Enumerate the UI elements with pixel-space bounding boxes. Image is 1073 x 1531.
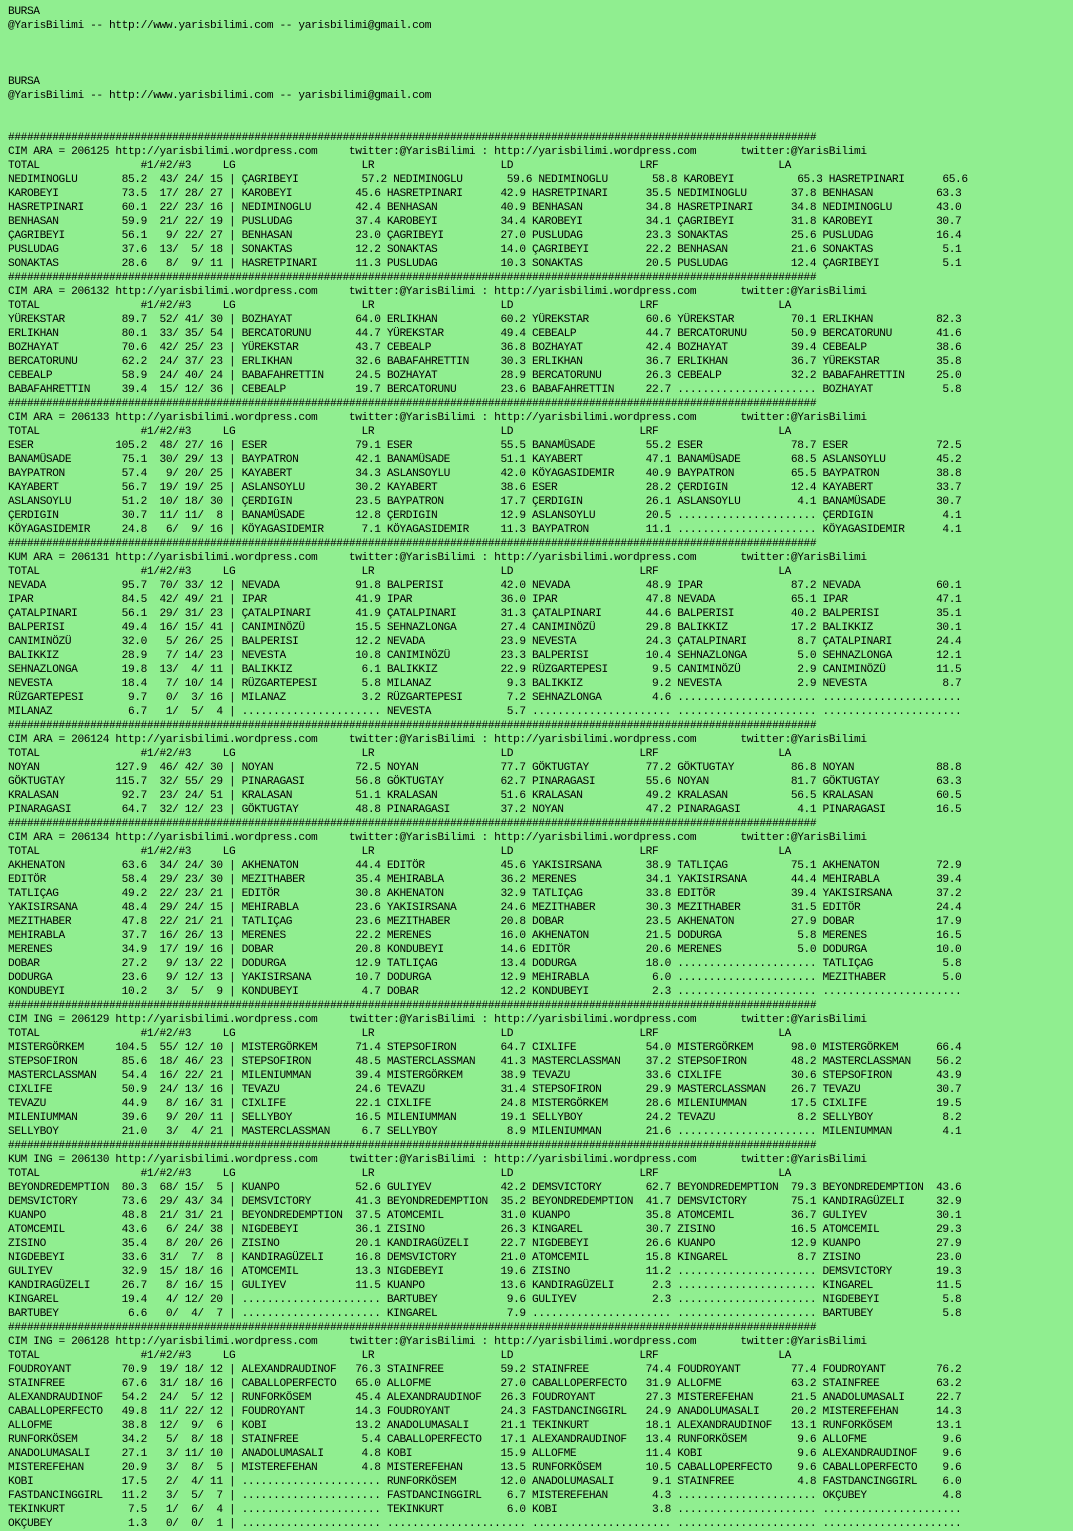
separator-line: ################################################################################################################################ xyxy=(8,1140,817,1152)
table-row: DOBAR 27.2 9/ 13/ 22 | DODURGA 12.9 TATLIÇAG 13.4 DODURGA 18.0 ...................... TATLIÇAG 5.8 xyxy=(8,958,962,970)
column-headers: TOTAL #1/#2/#3 LG LR LD LRF LA xyxy=(8,1028,791,1040)
table-row: SELLYBOY 21.0 3/ 4/ 21 | MASTERCLASSMAN 6.7 SELLYBOY 8.9 MILENIUMMAN 21.6 ...................... MILENIUMMAN 4.1 xyxy=(8,1126,962,1138)
column-headers: TOTAL #1/#2/#3 LG LR LD LRF LA xyxy=(8,160,791,172)
table-row: MERENES 34.9 17/ 19/ 16 | DOBAR 20.8 KONDUBEYI 14.6 EDITÖR 20.6 MERENES 5.0 DODURGA 10.0 xyxy=(8,944,962,956)
table-row: SEHNAZLONGA 19.8 13/ 4/ 11 | BALIKKIZ 6.1 BALIKKIZ 22.9 RÜZGARTEPESI 9.5 CANIMINÖZÜ 2.9 CANIMINÖZÜ 11.5 xyxy=(8,664,962,676)
blank-line xyxy=(8,47,968,61)
table-row: MISTEREFEHAN 20.9 3/ 8/ 5 | MISTEREFEHAN 4.8 MISTEREFEHAN 13.5 RUNFORKÖSEM 10.5 CABALLOPERFECTO 9.6 CABALLOPERFECTO 9.6 xyxy=(8,1462,962,1474)
race-heading: KUM ING = 206130 http://yarisbilimi.wordpress.com twitter:@YarisBilimi : http://yarisbilimi.wordpress.com twitter:@YarisBilimi xyxy=(8,1154,867,1166)
table-row: BOZHAYAT 70.6 42/ 25/ 23 | YÜREKSTAR 43.7 CEBEALP 36.8 BOZHAYAT 42.4 BOZHAYAT 39.4 CEBEALP 38.6 xyxy=(8,342,962,354)
race-heading: CIM ARA = 206134 http://yarisbilimi.wordpress.com twitter:@YarisBilimi : http://yarisbilimi.wordpress.com twitter:@YarisBilimi xyxy=(8,832,867,844)
table-row: ATOMCEMIL 43.6 6/ 24/ 38 | NIGDEBEYI 36.1 ZISINO 26.3 KINGAREL 30.7 ZISINO 16.5 ATOMCEMIL 29.3 xyxy=(8,1224,962,1236)
table-row: ALLOFME 38.8 12/ 9/ 6 | KOBI 13.2 ANADOLUMASALI 21.1 TEKINKURT 18.1 ALEXANDRAUDINOF 13.1 RUNFORKÖSEM 13.1 xyxy=(8,1420,962,1432)
table-row: KUANPO 48.8 21/ 31/ 21 | BEYONDREDEMPTION 37.5 ATOMCEMIL 31.0 KUANPO 35.8 ATOMCEMIL 36.7 GULIYEV 30.1 xyxy=(8,1210,962,1222)
table-row: EDITÖR 58.4 29/ 23/ 30 | MEZITHABER 35.4 MEHIRABLA 36.2 MERENES 34.1 YAKISIRSANA 44.4 MEHIRABLA 39.4 xyxy=(8,874,962,886)
race-heading: KUM ARA = 206131 http://yarisbilimi.wordpress.com twitter:@YarisBilimi : http://yarisbilimi.wordpress.com twitter:@YarisBilimi xyxy=(8,552,867,564)
separator-line: ################################################################################################################################ xyxy=(8,720,817,732)
table-row: NEVADA 95.7 70/ 33/ 12 | NEVADA 91.8 BALPERISI 42.0 NEVADA 48.9 IPAR 87.2 NEVADA 60.1 xyxy=(8,580,962,592)
separator-line: ################################################################################################################################ xyxy=(8,398,817,410)
header-title: BURSA xyxy=(8,76,40,88)
table-row: STEPSOFIRON 85.6 18/ 46/ 23 | STEPSOFIRON 48.5 MASTERCLASSMAN 41.3 MASTERCLASSMAN 37.2 STEPSOFIRON 48.2 MASTERCLASSMAN 56.2 xyxy=(8,1056,962,1068)
column-headers: TOTAL #1/#2/#3 LG LR LD LRF LA xyxy=(8,566,791,578)
table-row: MILENIUMMAN 39.6 9/ 20/ 11 | SELLYBOY 16.5 MILENIUMMAN 19.1 SELLYBOY 24.2 TEVAZU 8.2 SELLYBOY 8.2 xyxy=(8,1112,962,1124)
table-row: KOBI 17.5 2/ 4/ 11 | ...................... RUNFORKÖSEM 12.0 ANADOLUMASALI 9.1 STAINFREE 4.8 FASTDANCINGGIRL 6.0 xyxy=(8,1476,962,1488)
race-heading: CIM ING = 206129 http://yarisbilimi.wordpress.com twitter:@YarisBilimi : http://yarisbilimi.wordpress.com twitter:@YarisBilimi xyxy=(8,1014,867,1026)
table-row: ERLIKHAN 80.1 33/ 35/ 54 | BERCATORUNU 44.7 YÜREKSTAR 49.4 CEBEALP 44.7 BERCATORUNU 50.9 BERCATORUNU 41.6 xyxy=(8,328,962,340)
table-row: BALPERISI 49.4 16/ 15/ 41 | CANIMINÖZÜ 15.5 SEHNAZLONGA 27.4 CANIMINÖZÜ 29.8 BALIKKIZ 17.2 BALIKKIZ 30.1 xyxy=(8,622,962,634)
separator-line: ################################################################################################################################ xyxy=(8,272,817,284)
table-row: KÖYAGASIDEMIR 24.8 6/ 9/ 16 | KÖYAGASIDEMIR 7.1 KÖYAGASIDEMIR 11.3 BAYPATRON 11.1 ...................... KÖYAGASIDEMIR 4.1 xyxy=(8,524,962,536)
table-row: PINARAGASI 64.7 32/ 12/ 23 | GÖKTUGTAY 48.8 PINARAGASI 37.2 NOYAN 47.2 PINARAGASI 4.1 PINARAGASI 16.5 xyxy=(8,804,962,816)
column-headers: TOTAL #1/#2/#3 LG LR LD LRF LA xyxy=(8,1350,791,1362)
table-row: ÇATALPINARI 56.1 29/ 31/ 23 | ÇATALPINARI 41.9 ÇATALPINARI 31.3 ÇATALPINARI 44.6 BALPERISI 40.2 BALPERISI 35.1 xyxy=(8,608,962,620)
table-row: TATLIÇAG 49.2 22/ 23/ 21 | EDITÖR 30.8 AKHENATON 32.9 TATLIÇAG 33.8 EDITÖR 39.4 YAKISIRSANA 37.2 xyxy=(8,888,962,900)
table-row: DODURGA 23.6 9/ 12/ 13 | YAKISIRSANA 10.7 DODURGA 12.9 MEHIRABLA 6.0 ...................... MEZITHABER 5.0 xyxy=(8,972,962,984)
table-row: SONAKTAS 28.6 8/ 9/ 11 | HASRETPINARI 11.3 PUSLUDAG 10.3 SONAKTAS 20.5 PUSLUDAG 12.4 ÇAGRIBEYI 5.1 xyxy=(8,258,962,270)
table-row: KRALASAN 92.7 23/ 24/ 51 | KRALASAN 51.1 KRALASAN 51.6 KRALASAN 49.2 KRALASAN 56.5 KRALASAN 60.5 xyxy=(8,790,962,802)
separator-line: ################################################################################################################################ xyxy=(8,818,817,830)
table-row: DEMSVICTORY 73.6 29/ 43/ 34 | DEMSVICTORY 41.3 BEYONDREDEMPTION 35.2 BEYONDREDEMPTION 41.7 DEMSVICTORY 75.1 KANDIRAGÜZELI 32.9 xyxy=(8,1196,962,1208)
blank-line xyxy=(8,103,968,117)
table-row: MEZITHABER 47.8 22/ 21/ 21 | TATLIÇAG 23.6 MEZITHABER 20.8 DOBAR 23.5 AKHENATON 27.9 DOBAR 17.9 xyxy=(8,916,962,928)
race-heading: CIM ARA = 206124 http://yarisbilimi.wordpress.com twitter:@YarisBilimi : http://yarisbilimi.wordpress.com twitter:@YarisBilimi xyxy=(8,734,867,746)
race-heading: CIM ING = 206128 http://yarisbilimi.wordpress.com twitter:@YarisBilimi : http://yarisbilimi.wordpress.com twitter:@YarisBilimi xyxy=(8,1336,867,1348)
table-row: BANAMÜSADE 75.1 30/ 29/ 13 | BAYPATRON 42.1 BANAMÜSADE 51.1 KAYABERT 47.1 BANAMÜSADE 68.5 ASLANSOYLU 45.2 xyxy=(8,454,962,466)
table-row: KANDIRAGÜZELI 26.7 8/ 16/ 15 | GULIYEV 11.5 KUANPO 13.6 KANDIRAGÜZELI 2.3 ...................... KINGAREL 11.5 xyxy=(8,1280,962,1292)
table-row: TEKINKURT 7.5 1/ 6/ 4 | ...................... TEKINKURT 6.0 KOBI 3.8 ...................... ...................... xyxy=(8,1504,962,1516)
table-row: BEYONDREDEMPTION 80.3 68/ 15/ 5 | KUANPO 52.6 GULIYEV 42.2 DEMSVICTORY 62.7 BEYONDREDEMPTION 79.3 BEYONDREDEMPTION 43.6 xyxy=(8,1182,962,1194)
table-row: BARTUBEY 6.6 0/ 4/ 7 | ...................... KINGAREL 7.9 ...................... ...................... BARTUBEY 5.8 xyxy=(8,1308,962,1320)
race-heading: CIM ARA = 206133 http://yarisbilimi.wordpress.com twitter:@YarisBilimi : http://yarisbilimi.wordpress.com twitter:@YarisBilimi xyxy=(8,412,867,424)
table-row: MILANAZ 6.7 1/ 5/ 4 | ...................... NEVESTA 5.7 ...................... ...................... ...................... xyxy=(8,706,962,718)
table-row: NOYAN 127.9 46/ 42/ 30 | NOYAN 72.5 NOYAN 77.7 GÖKTUGTAY 77.2 GÖKTUGTAY 86.8 NOYAN 88.8 xyxy=(8,762,962,774)
table-row: OKÇUBEY 1.3 0/ 0/ 1 | ...................... ...................... ...................... ...................... ...................... xyxy=(8,1518,962,1530)
table-row: IPAR 84.5 42/ 49/ 21 | IPAR 41.9 IPAR 36.0 IPAR 47.8 NEVADA 65.1 IPAR 47.1 xyxy=(8,594,962,606)
table-row: CABALLOPERFECTO 49.8 11/ 22/ 12 | FOUDROYANT 14.3 FOUDROYANT 24.3 FASTDANCINGGIRL 24.9 ANADOLUMASALI 20.2 MISTEREFEHAN 14.3 xyxy=(8,1406,962,1418)
table-row: MEHIRABLA 37.7 16/ 26/ 13 | MERENES 22.2 MERENES 16.0 AKHENATON 21.5 DODURGA 5.8 MERENES 16.5 xyxy=(8,930,962,942)
blank-line xyxy=(8,117,968,131)
table-row: STAINFREE 67.6 31/ 18/ 16 | CABALLOPERFECTO 65.0 ALLOFME 27.0 CABALLOPERFECTO 31.9 ALLOFME 63.2 STAINFREE 63.2 xyxy=(8,1378,962,1390)
column-headers: TOTAL #1/#2/#3 LG LR LD LRF LA xyxy=(8,846,791,858)
table-row: CIXLIFE 50.9 24/ 13/ 16 | TEVAZU 24.6 TEVAZU 31.4 STEPSOFIRON 29.9 MASTERCLASSMAN 26.7 TEVAZU 30.7 xyxy=(8,1084,962,1096)
table-row: PUSLUDAG 37.6 13/ 5/ 18 | SONAKTAS 12.2 SONAKTAS 14.0 ÇAGRIBEYI 22.2 BENHASAN 21.6 SONAKTAS 5.1 xyxy=(8,244,962,256)
table-row: FOUDROYANT 70.9 19/ 18/ 12 | ALEXANDRAUDINOF 76.3 STAINFREE 59.2 STAINFREE 74.4 FOUDROYANT 77.4 FOUDROYANT 76.2 xyxy=(8,1364,962,1376)
separator-line: ################################################################################################################################ xyxy=(8,538,817,550)
separator-line: ################################################################################################################################ xyxy=(8,1322,817,1334)
results-document xyxy=(8,5,968,1531)
separator-line: ################################################################################################################################ xyxy=(8,132,817,144)
table-row: ESER 105.2 48/ 27/ 16 | ESER 79.1 ESER 55.5 BANAMÜSADE 55.2 ESER 78.7 ESER 72.5 xyxy=(8,440,962,452)
table-row: CANIMINÖZÜ 32.0 5/ 26/ 25 | BALPERISI 12.2 NEVADA 23.9 NEVESTA 24.3 ÇATALPINARI 8.7 ÇATALPINARI 24.4 xyxy=(8,636,962,648)
table-row: KONDUBEYI 10.2 3/ 5/ 9 | KONDUBEYI 4.7 DOBAR 12.2 KONDUBEYI 2.3 ...................... ...................... xyxy=(8,986,962,998)
table-row: ÇERDIGIN 30.7 11/ 11/ 8 | BANAMÜSADE 12.8 ÇERDIGIN 12.9 ASLANSOYLU 20.5 ...................... ÇERDIGIN 4.1 xyxy=(8,510,962,522)
table-row: RÜZGARTEPESI 9.7 0/ 3/ 16 | MILANAZ 3.2 RÜZGARTEPESI 7.2 SEHNAZLONGA 4.6 ...................... ...................... xyxy=(8,692,962,704)
table-row: ALEXANDRAUDINOF 54.2 24/ 5/ 12 | RUNFORKÖSEM 45.4 ALEXANDRAUDINOF 26.3 FOUDROYANT 27.3 MISTEREFEHAN 21.5 ANADOLUMASALI 22.7 xyxy=(8,1392,962,1404)
table-row: ÇAGRIBEYI 56.1 9/ 22/ 27 | BENHASAN 23.0 ÇAGRIBEYI 27.0 PUSLUDAG 23.3 SONAKTAS 25.6 PUSLUDAG 16.4 xyxy=(8,230,962,242)
table-row: BAYPATRON 57.4 9/ 20/ 25 | KAYABERT 34.3 ASLANSOYLU 42.0 KÖYAGASIDEMIR 40.9 BAYPATRON 65.5 BAYPATRON 38.8 xyxy=(8,468,962,480)
table-row: KAYABERT 56.7 19/ 19/ 25 | ASLANSOYLU 30.2 KAYABERT 38.6 ESER 28.2 ÇERDIGIN 12.4 KAYABERT 33.7 xyxy=(8,482,962,494)
table-row: GULIYEV 32.9 15/ 18/ 16 | ATOMCEMIL 13.3 NIGDEBEYI 19.6 ZISINO 11.2 ...................... DEMSVICTORY 19.3 xyxy=(8,1266,962,1278)
separator-line: ################################################################################################################################ xyxy=(8,1000,817,1012)
table-row: GÖKTUGTAY 115.7 32/ 55/ 29 | PINARAGASI 56.8 GÖKTUGTAY 62.7 PINARAGASI 55.6 NOYAN 81.7 GÖKTUGTAY 63.3 xyxy=(8,776,962,788)
header-credit: @YarisBilimi -- http://www.yarisbilimi.com -- yarisbilimi@gmail.com xyxy=(8,90,432,102)
table-row: HASRETPINARI 60.1 22/ 23/ 16 | NEDIMINOGLU 42.4 BENHASAN 40.9 BENHASAN 34.8 HASRETPINARI 34.8 NEDIMINOGLU 43.0 xyxy=(8,202,962,214)
table-row: MASTERCLASSMAN 54.4 16/ 22/ 21 | MILENIUMMAN 39.4 MISTERGÖRKEM 38.9 TEVAZU 33.6 CIXLIFE 30.6 STEPSOFIRON 43.9 xyxy=(8,1070,962,1082)
table-row: MISTERGÖRKEM 104.5 55/ 12/ 10 | MISTERGÖRKEM 71.4 STEPSOFIRON 64.7 CIXLIFE 54.0 MISTERGÖRKEM 98.0 MISTERGÖRKEM 66.4 xyxy=(8,1042,962,1054)
column-headers: TOTAL #1/#2/#3 LG LR LD LRF LA xyxy=(8,1168,791,1180)
table-row: NEDIMINOGLU 85.2 43/ 24/ 15 | ÇAGRIBEYI 57.2 NEDIMINOGLU 59.6 NEDIMINOGLU 58.8 KAROBEYI 65.3 HASRETPINARI 65.6 xyxy=(8,174,968,186)
table-row: KAROBEYI 73.5 17/ 28/ 27 | KAROBEYI 45.6 HASRETPINARI 42.9 HASRETPINARI 35.5 NEDIMINOGLU 37.8 BENHASAN 63.3 xyxy=(8,188,962,200)
table-row: TEVAZU 44.9 8/ 16/ 31 | CIXLIFE 22.1 CIXLIFE 24.8 MISTERGÖRKEM 28.6 MILENIUMMAN 17.5 CIXLIFE 19.5 xyxy=(8,1098,962,1110)
table-row: YAKISIRSANA 48.4 29/ 24/ 15 | MEHIRABLA 23.6 YAKISIRSANA 24.6 MEZITHABER 30.3 MEZITHABER 31.5 EDITÖR 24.4 xyxy=(8,902,962,914)
blank-line xyxy=(8,61,968,75)
race-heading: CIM ARA = 206132 http://yarisbilimi.wordpress.com twitter:@YarisBilimi : http://yarisbilimi.wordpress.com twitter:@YarisBilimi xyxy=(8,286,867,298)
table-row: BENHASAN 59.9 21/ 22/ 19 | PUSLUDAG 37.4 KAROBEYI 34.4 KAROBEYI 34.1 ÇAGRIBEYI 31.8 KAROBEYI 30.7 xyxy=(8,216,962,228)
table-row: BABAFAHRETTIN 39.4 15/ 12/ 36 | CEBEALP 19.7 BERCATORUNU 23.6 BABAFAHRETTIN 22.7 ...................... BOZHAYAT 5.8 xyxy=(8,384,962,396)
table-row: YÜREKSTAR 89.7 52/ 41/ 30 | BOZHAYAT 64.0 ERLIKHAN 60.2 YÜREKSTAR 60.6 YÜREKSTAR 70.1 ERLIKHAN 82.3 xyxy=(8,314,962,326)
table-row: CEBEALP 58.9 24/ 40/ 24 | BABAFAHRETTIN 24.5 BOZHAYAT 28.9 BERCATORUNU 26.3 CEBEALP 32.2 BABAFAHRETTIN 25.0 xyxy=(8,370,962,382)
table-row: NIGDEBEYI 33.6 31/ 7/ 8 | KANDIRAGÜZELI 16.8 DEMSVICTORY 21.0 ATOMCEMIL 15.8 KINGAREL 8.7 ZISINO 23.0 xyxy=(8,1252,962,1264)
column-headers: TOTAL #1/#2/#3 LG LR LD LRF LA xyxy=(8,300,791,312)
table-row: ZISINO 35.4 8/ 20/ 26 | ZISINO 20.1 KANDIRAGÜZELI 22.7 NIGDEBEYI 26.6 KUANPO 12.9 KUANPO 27.9 xyxy=(8,1238,962,1250)
table-row: BERCATORUNU 62.2 24/ 37/ 23 | ERLIKHAN 32.6 BABAFAHRETTIN 30.3 ERLIKHAN 36.7 ERLIKHAN 36.7 YÜREKSTAR 35.8 xyxy=(8,356,962,368)
table-row: BALIKKIZ 28.9 7/ 14/ 23 | NEVESTA 10.8 CANIMINÖZÜ 23.3 BALPERISI 10.4 SEHNAZLONGA 5.0 SEHNAZLONGA 12.1 xyxy=(8,650,962,662)
table-row: ASLANSOYLU 51.2 10/ 18/ 30 | ÇERDIGIN 23.5 BAYPATRON 17.7 ÇERDIGIN 26.1 ASLANSOYLU 4.1 BANAMÜSADE 30.7 xyxy=(8,496,962,508)
header-credit: @YarisBilimi -- http://www.yarisbilimi.com -- yarisbilimi@gmail.com xyxy=(8,20,432,32)
table-row: ANADOLUMASALI 27.1 3/ 11/ 10 | ANADOLUMASALI 4.8 KOBI 15.9 ALLOFME 11.4 KOBI 9.6 ALEXANDRAUDINOF 9.6 xyxy=(8,1448,962,1460)
table-row: FASTDANCINGGIRL 11.2 3/ 5/ 7 | ...................... FASTDANCINGGIRL 6.7 MISTEREFEHAN 4.3 ...................... OKÇUBEY 4.8 xyxy=(8,1490,962,1502)
table-row: NEVESTA 18.4 7/ 10/ 14 | RÜZGARTEPESI 5.8 MILANAZ 9.3 BALIKKIZ 9.2 NEVESTA 2.9 NEVESTA 8.7 xyxy=(8,678,962,690)
table-row: AKHENATON 63.6 34/ 24/ 30 | AKHENATON 44.4 EDITÖR 45.6 YAKISIRSANA 38.9 TATLIÇAG 75.1 AKHENATON 72.9 xyxy=(8,860,962,872)
race-heading: CIM ARA = 206125 http://yarisbilimi.wordpress.com twitter:@YarisBilimi : http://yarisbilimi.wordpress.com twitter:@YarisBilimi xyxy=(8,146,867,158)
column-headers: TOTAL #1/#2/#3 LG LR LD LRF LA xyxy=(8,426,791,438)
blank-line xyxy=(8,33,968,47)
header-title: BURSA xyxy=(8,6,40,18)
table-row: RUNFORKÖSEM 34.2 5/ 8/ 18 | STAINFREE 5.4 CABALLOPERFECTO 17.1 ALEXANDRAUDINOF 13.4 RUNFORKÖSEM 9.6 ALLOFME 9.6 xyxy=(8,1434,962,1446)
column-headers: TOTAL #1/#2/#3 LG LR LD LRF LA xyxy=(8,748,791,760)
table-row: KINGAREL 19.4 4/ 12/ 20 | ...................... BARTUBEY 9.6 GULIYEV 2.3 ...................... NIGDEBEYI 5.8 xyxy=(8,1294,962,1306)
